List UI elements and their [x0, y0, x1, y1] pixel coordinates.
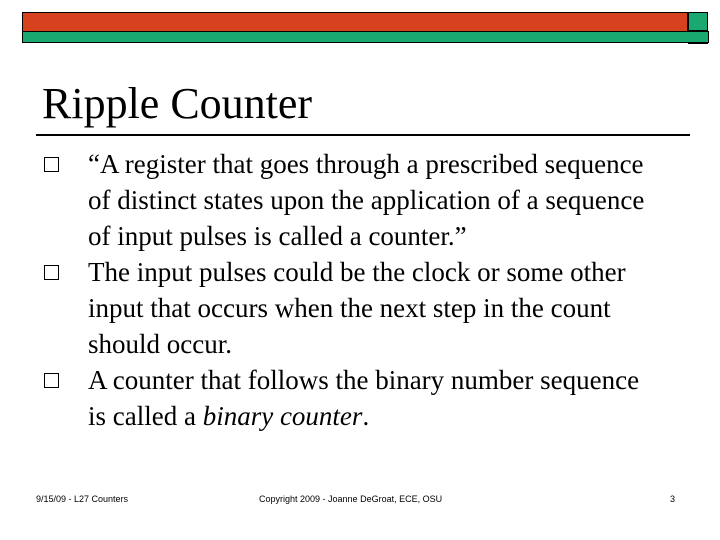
hollow-square-icon — [44, 265, 68, 281]
bullet-text — [88, 146, 654, 254]
bullet-item — [44, 146, 654, 254]
footer-copyright: Copyright 2009 - Joanne DeGroat, ECE, OSU — [259, 494, 443, 504]
header-decor-bar-red — [22, 12, 688, 32]
bullet-text-part: A counter that follows the binary number sequence is called a — [88, 365, 640, 431]
bullet-text-part: The input pulses could be the clock or some other input that occurs when the next step in the count should occur. — [88, 257, 626, 359]
header-decor-bar-green — [22, 31, 709, 43]
hollow-square-icon — [44, 373, 68, 389]
bullet-text-emphasis: binary counter — [202, 401, 363, 431]
title-divider — [36, 134, 690, 136]
bullet-item — [44, 362, 654, 434]
header-decor-square — [688, 12, 708, 32]
footer-date-topic: 9/15/09 - L27 Counters — [36, 494, 129, 504]
bullet-text-part: . — [362, 401, 370, 431]
slide-title: Ripple Counter — [42, 79, 313, 128]
bullet-text — [88, 362, 654, 434]
bullet-text-part: “A register that goes through a prescribed sequence of distinct states upon the application of a sequence of input pulses is called a counter.” — [88, 149, 645, 251]
bullet-list — [44, 146, 654, 434]
bullet-text — [88, 254, 654, 362]
footer-page-number: 3 — [670, 494, 676, 504]
hollow-square-icon — [44, 157, 68, 173]
bullet-item — [44, 254, 654, 362]
